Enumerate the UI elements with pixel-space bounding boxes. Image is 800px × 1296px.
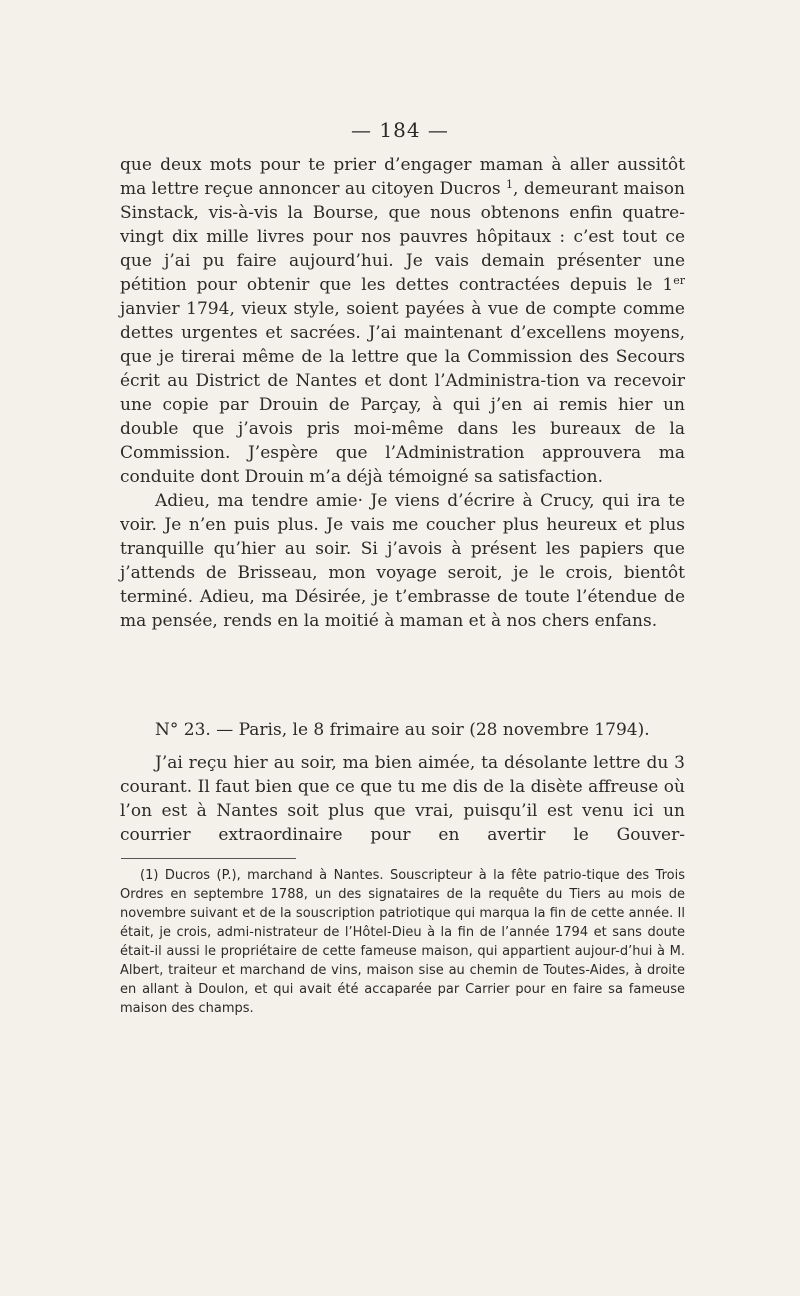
paragraph-1-start: que deux mots pour te prier d’engager maman à aller aussitôt ma lettre reçue annoncer au citoyen Ducros bbox=[120, 155, 685, 199]
letter-body bbox=[120, 751, 685, 847]
paragraph-1-end: janvier 1794, vieux style, soient payées à vue de compte comme dettes urgentes et sacrées. J’ai maintenant d’excellens moyens, que je tirerai même de la lettre que la Commission des Secours écrit au District de Nantes et dont l’Administra-tion va recevoir une copie par Drouin de Parçay, à qui j’en ai remis hier un double que j’avois pris moi-même dans les bureaux de la Commission. J’espère que l’Administration approuvera ma conduite dont Drouin m’a déjà témoigné sa satisfaction. bbox=[120, 299, 685, 487]
main-body bbox=[120, 153, 685, 633]
ordinal-suffix: er bbox=[673, 274, 685, 287]
paragraph-1-middle: , demeurant maison Sinstack, vis-à-vis la Bourse, que nous obtenons enfin quatre-vingt dix mille livres pour nos pauvres hôpitaux : c’est tout ce que j’ai pu faire aujourd’hui. Je vais demain présenter une pétition pour obtenir que les dettes contractées depuis le bbox=[120, 179, 685, 295]
footnote-reference: 1 bbox=[506, 178, 514, 191]
paragraph-1 bbox=[120, 153, 685, 489]
letter-heading: N° 23. — Paris, le 8 frimaire au soir (28 novembre 1794). bbox=[155, 720, 650, 740]
footnote-divider bbox=[121, 858, 296, 859]
paragraph-2: Adieu, ma tendre amie· Je viens d’écrire à Crucy, qui ira te voir. Je n’en puis plus. Je vais me coucher plus heureux et plus tranquille qu’hier au soir. Si j’avois à présent les papiers que j’attends de Brisseau, mon voyage seroit, je le crois, bientôt terminé. Adieu, ma Désirée, je t’embrasse de toute l’étendue de ma pensée, rends en la moitié à maman et à nos chers enfans. bbox=[120, 491, 685, 631]
footnote: (1) Ducros (P.), marchand à Nantes. Souscripteur à la fête patrio-tique des Trois Ordres en septembre 1788, un des signataires de la requête du Tiers au mois de novembre suivant et de la souscription patriotique qui marqua la fin de cette année. Il était, je crois, admi-nistrateur de l’Hôtel-Dieu à la fin de l’année 1794 et sans doute était-il aussi le propriétaire de cette fameuse maison, qui appartient aujour-d’hui à M. Albert, traiteur et marchand de vins, maison sise au chemin de Toutes-Aides, à droite en allant à Doulon, et qui avait été accaparée par Carrier pour en faire sa fameuse maison des champs. bbox=[120, 868, 685, 1016]
ordinal-number: 1 bbox=[662, 275, 674, 295]
letter-paragraph: J’ai reçu hier au soir, ma bien aimée, ta désolante lettre du 3 courant. Il faut bien que ce que tu me dis de la disète affreuse où l’on est à Nantes soit plus que vrai, puisqu’il est venu ici un courrier extraordinaire pour en avertir le Gouver- bbox=[120, 753, 685, 845]
page-number: — 184 — bbox=[351, 118, 449, 142]
